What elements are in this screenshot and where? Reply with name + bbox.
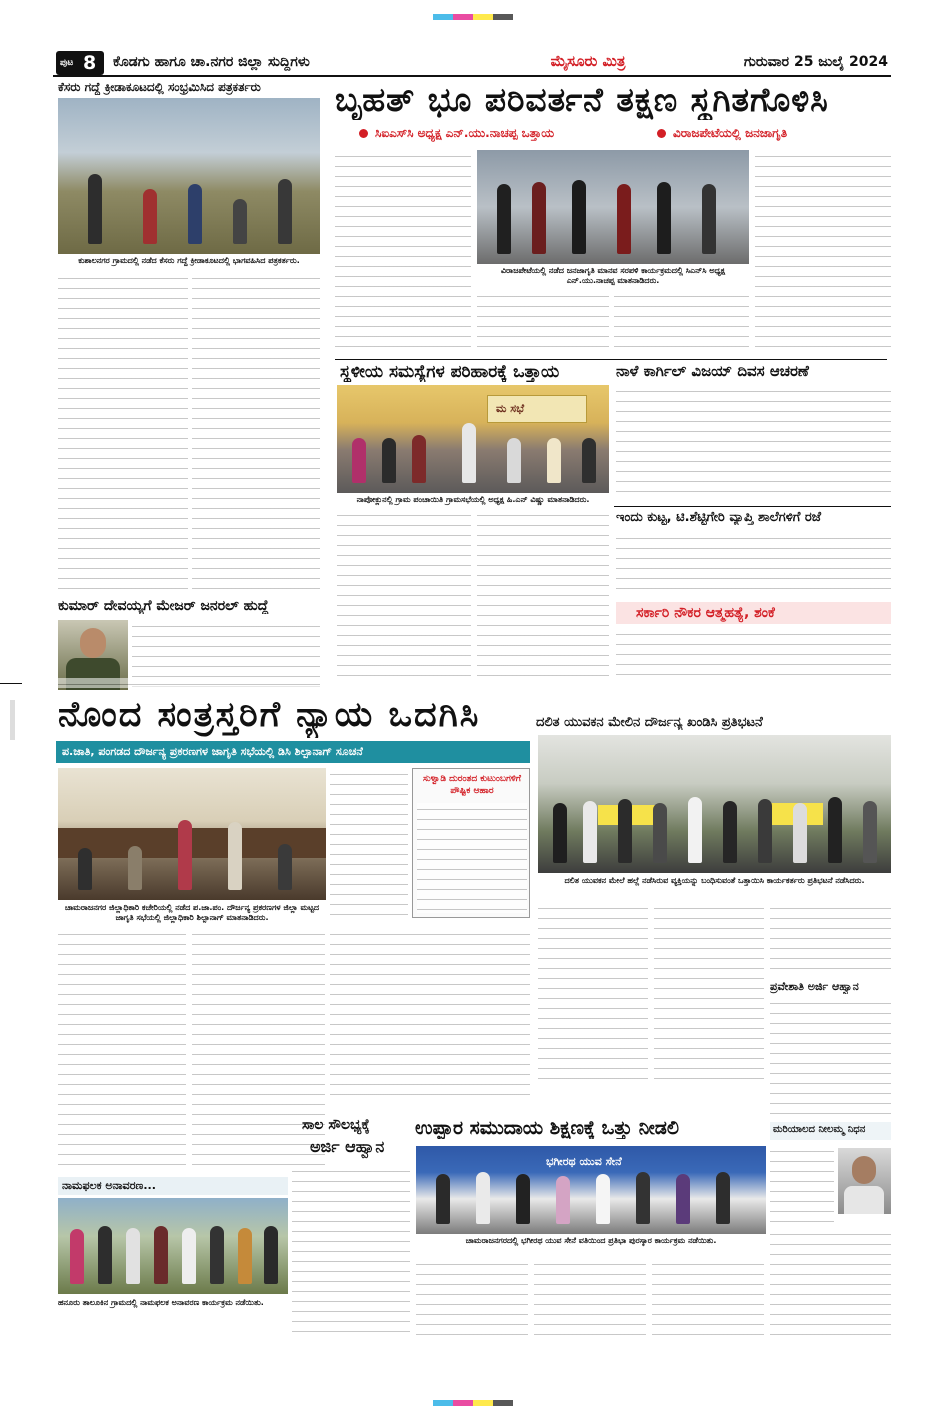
major-general-text-2 xyxy=(58,678,320,688)
nameplate-photo xyxy=(58,1198,288,1294)
sulwadi-box-title: ಸುಳ್ವಾಡಿ ದುರಂತದ ಕುಟುಂಬಗಳಿಗೆ ಪೌಷ್ಟಿಕ ಆಹಾರ xyxy=(423,774,521,796)
paddy-photo-caption: ಕುಶಾಲನಗರ ಗ್ರಾಮದಲ್ಲಿ ನಡೆದ ಕೆಸರು ಗದ್ದೆ ಕ್ರೀಡಾಕೂಟದಲ್ಲಿ ಭಾಗವಹಿಸಿದ ಪತ್ರಕರ್ತರು. xyxy=(78,256,300,265)
dalit-text-2 xyxy=(654,902,764,1082)
section-title: ಕೊಡಗು ಹಾಗೂ ಚಾ.ನಗರ ಜಿಲ್ಲಾ ಸುದ್ದಿಗಳು xyxy=(113,54,310,70)
main-headline: ಬೃಹತ್ ಭೂ ಪರಿವರ್ತನೆ ತಕ್ಷಣ ಸ್ಥಗಿತಗೊಳಿಸಿ xyxy=(335,80,829,119)
obituary-photo xyxy=(838,1148,891,1214)
page-label: ಪುಟ xyxy=(60,58,74,68)
virajpet-protest-photo xyxy=(477,150,749,264)
dalit-protest-photo xyxy=(538,735,891,873)
uppara-event-photo xyxy=(416,1146,766,1234)
dalit-headline: ದಲಿತ ಯುವಕನ ಮೇಲಿನ ದೌರ್ಜನ್ಯ ಖಂಡಿಸಿ ಪ್ರತಿಭಟನೆ xyxy=(536,715,763,730)
loan-text xyxy=(292,1165,410,1337)
obituary-headline-box xyxy=(770,1122,891,1140)
suicide-headline-box xyxy=(616,602,891,624)
obituary-text-1 xyxy=(770,1145,834,1225)
paddy-article-text-2 xyxy=(192,272,320,594)
page-number: 8 xyxy=(83,52,97,74)
uppara-text-1 xyxy=(416,1258,528,1338)
dalit-text-3 xyxy=(770,902,891,977)
paddy-article-text xyxy=(58,272,188,594)
meeting-banner-text: ಮ ಸಭೆ xyxy=(496,402,525,415)
suicide-headline: ಸರ್ಕಾರಿ ನೌಕರ ಆತ್ಮಹತ್ಯೆ, ಶಂಕೆ xyxy=(636,605,775,621)
dc-meeting-photo xyxy=(58,768,326,900)
admission-headline: ಪ್ರವೇಶಾತಿ ಅರ್ಜಿ ಆಹ್ವಾನ xyxy=(770,980,859,993)
dalit-photo-caption: ದಲಿತ ಯುವಕನ ಮೇಲೆ ಹಲ್ಲೆ ನಡೆಸಿರುವ ವ್ಯಕ್ತಿಯನ್ನು ಬಂಧಿಸುವಂತೆ ಒತ್ತಾಯಿಸಿ ಕಾರ್ಯಕರ್ತರು ಪ್ರತಿಭಟನೆ ನಡೆಸಿದರು. xyxy=(564,876,865,885)
main-sub-1: ಸಿಐಎಸ್‌ಸಿ ಅಧ್ಯಕ್ಷ ಎನ್.ಯು.ನಾಚಪ್ಪ ಒತ್ತಾಯ xyxy=(375,126,555,140)
loan-headline-box xyxy=(292,1117,410,1161)
loan-headline-1: ಸಾಲ ಸೌಲಭ್ಯಕ್ಕೆ xyxy=(302,1117,370,1133)
suicide-text xyxy=(616,628,891,683)
kargil-text xyxy=(616,385,891,493)
nameplate-caption: ಹನೂರು ತಾಲೂಕಿನ ಗ್ರಾಮದಲ್ಲಿ ನಾಮಫಲಕ ಅನಾವರಣ ಕಾರ್ಯಕ್ರಮ ನಡೆಯಿತು. xyxy=(58,1298,264,1307)
registration-mark-left xyxy=(10,700,15,740)
justice-text-3 xyxy=(330,928,530,1098)
registration-mark-top xyxy=(433,14,513,20)
page-header xyxy=(53,49,891,77)
uppara-text-3 xyxy=(652,1258,764,1338)
uppara-headline: ಉಪ್ಪಾರ ಸಮುದಾಯ ಶಿಕ್ಷಣಕ್ಕೆ ಒತ್ತು ನೀಡಲಿ xyxy=(415,1117,680,1139)
main-article-text-4 xyxy=(755,150,891,355)
paddy-headline: ಕೆಸರು ಗದ್ದೆ ಕ್ರೀಡಾಕೂಟದಲ್ಲಿ ಸಂಭ್ರಮಿಸಿದ ಪತ್ರಕರ್ತರು xyxy=(58,80,261,94)
nameplate-headline: ನಾಮಫಲಕ ಅನಾವರಣ... xyxy=(62,1179,156,1192)
sulwadi-box xyxy=(412,768,530,918)
justice-text-1 xyxy=(58,928,186,1173)
obituary-text-2 xyxy=(770,1228,891,1338)
masthead: ಮೈಸೂರು ಮಿತ್ರ xyxy=(550,52,626,70)
major-general-headline: ಕುಮಾರ್ ದೇವಯ್ಯಗೆ ಮೇಜರ್ ಜನರಲ್ ಹುದ್ದೆ xyxy=(58,598,269,614)
justice-subheadline: ಪ.ಜಾತಿ, ಪಂಗಡದ ದೌರ್ಜನ್ಯ ಪ್ರಕರಣಗಳ ಜಾಗೃತಿ ಸಭೆಯಲ್ಲಿ ಡಿಸಿ ಶಿಲ್ಪಾನಾಗ್ ಸೂಚನೆ xyxy=(62,745,363,758)
main-article-text-2 xyxy=(477,290,609,355)
paddy-field-photo xyxy=(58,98,320,254)
main-sub-2: ವಿರಾಜಪೇಟೆಯಲ್ಲಿ ಜನಜಾಗೃತಿ xyxy=(673,126,788,140)
main-subheadline-bar xyxy=(335,124,891,144)
uppara-banner-text: ಭಗೀರಥ ಯುವ ಸೇನೆ xyxy=(546,1155,622,1168)
admission-text xyxy=(770,997,891,1117)
gram-sabha-photo xyxy=(337,385,609,493)
registration-mark-bottom xyxy=(433,1400,513,1406)
gram-sabha-caption: ನಾಪೋಕ್ಲುನಲ್ಲಿ ಗ್ರಾಮ ಪಂಚಾಯಿತಿ ಗ್ರಾಮಸಭೆಯಲ್ಲಿ ಅಧ್ಯಕ್ಷ ಹಿ.ಎನ್ ವಿಷ್ಣು ಮಾತನಾಡಿದರು. xyxy=(356,495,590,504)
nameplate-headline-box xyxy=(58,1177,288,1195)
dalit-text-1 xyxy=(538,902,648,1082)
schools-text xyxy=(616,532,891,598)
dc-meeting-caption: ಚಾಮರಾಜನಗರ ಜಿಲ್ಲಾಧಿಕಾರಿ ಕಚೇರಿಯಲ್ಲಿ ನಡೆದ ಪ.ಜಾ.ಪಂ. ದೌರ್ಜನ್ಯ ಪ್ರಕರಣಗಳ ಜಿಲ್ಲಾ ಮಟ್ಟದ ಜಾಗೃತಿ ಸಭೆಯಲ್ಲಿ ಜಿಲ್ಲಾಧಿಕಾರಿ ಶಿಲ್ಪಾನಾಗ್ ಮಾತನಾಡಿದರು. xyxy=(64,903,320,922)
page-number-badge xyxy=(56,51,104,75)
schools-headline: ಇಂದು ಕುಟ್ಟ, ಟಿ.ಶೆಟ್ಟಿಗೇರಿ ವ್ಯಾಪ್ತಿ ಶಾಲೆಗಳಿಗೆ ರಜೆ xyxy=(616,510,822,525)
local-issues-text-1 xyxy=(337,509,471,679)
local-issues-text-2 xyxy=(477,509,609,679)
justice-sub-bar xyxy=(56,741,530,763)
uppara-photo-caption: ಚಾಮರಾಜನಗರದಲ್ಲಿ ಭಗೀರಥ ಯುವ ಸೇನೆ ವತಿಯಿಂದ ಪ್ರತಿಭಾ ಪುರಸ್ಕಾರ ಕಾರ್ಯಕ್ರಮ ನಡೆಯಿತು. xyxy=(465,1236,717,1245)
date-line: ಗುರುವಾರ 25 ಜುಲೈ 2024 xyxy=(743,54,888,70)
obituary-headline: ಮರಿಯಾಲದ ನೀಲಮ್ಮ ನಿಧನ xyxy=(773,1124,866,1135)
justice-headline: ನೊಂದ ಸಂತ್ರಸ್ತರಿಗೆ ನ್ಯಾಯ ಒದಗಿಸಿ xyxy=(58,695,481,735)
loan-headline-2: ಅರ್ಜಿ ಆಹ್ವಾನ xyxy=(310,1137,385,1156)
justice-text-4 xyxy=(330,768,408,918)
uppara-text-2 xyxy=(534,1258,646,1338)
main-article-text-3 xyxy=(614,290,749,355)
virajpet-photo-caption: ವಿರಾಜಪೇಟೆಯಲ್ಲಿ ನಡೆದ ಜನಜಾಗೃತಿ ಮಾನವ ಸರಪಳಿ ಕಾರ್ಯಕ್ರಮದಲ್ಲಿ ಸಿಎನ್‌ಸಿ ಅಧ್ಯಕ್ಷ ಎನ್.ಯು.ನಾಚಪ್ಪ ಮಾತನಾಡಿದರು. xyxy=(500,266,726,285)
main-article-text-1 xyxy=(335,150,471,355)
local-issues-headline: ಸ್ಥಳೀಯ ಸಮಸ್ಯೆಗಳ ಪರಿಹಾರಕ್ಕೆ ಒತ್ತಾಯ xyxy=(340,362,560,382)
kargil-headline: ನಾಳೆ ಕಾರ್ಗಿಲ್ ವಿಜಯ್ ದಿವಸ ಆಚರಣೆ xyxy=(616,362,809,380)
